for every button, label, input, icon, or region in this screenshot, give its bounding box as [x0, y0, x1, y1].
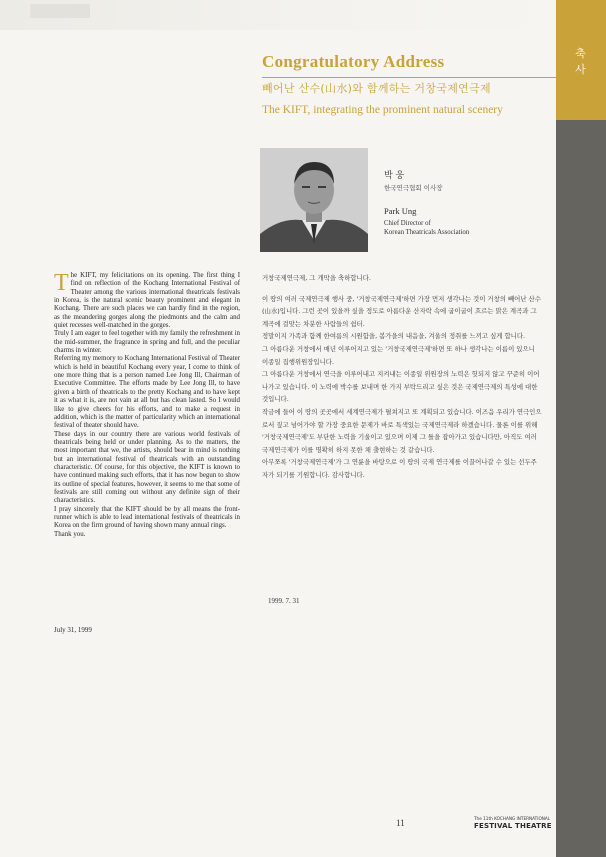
- korean-paragraph: 그 아름다운 거창에서 연극을 이루어내고 지켜내는 이종일 위원장의 노력은 헛되지 않고 꾸준히 이어나가고 있습니다. 이 노력에 박수를 보내며 한 가지 부탁드리고 싶은 것은 국제연극제의 특성에 대한 것입니다.: [262, 370, 540, 404]
- author-role-line1: Chief Director of: [384, 220, 431, 227]
- korean-paragraph: 거창국제연극제, 그 개막을 축하합니다.: [262, 274, 371, 282]
- portrait-image: [260, 148, 368, 252]
- english-paragraph-text: he KIFT, my felicitations on its opening. The first thing I find on reflection of the Kochang International Festival of Theater among the various international theatricals festivals in Korea, is the natural scenic beauty prominent and elegant in Kochang. There are such places we can hardly find in the region, as the meandering gorges along the piedmonts and the calm and quiet recesses well-matched in the gorges.: [54, 272, 240, 330]
- section-label: 축 사: [575, 47, 587, 76]
- drop-cap: T: [54, 270, 69, 296]
- english-paragraph: [54, 272, 240, 330]
- korean-paragraph: 이 땅의 여러 국제연극제 행사 중, '거창국제연극제'하면 가장 먼저 생각나는 것이 거창의 빼어난 산수(山水)입니다. 그런 곳이 있을까 싶을 정도로 아름다운 산자락 속에 굽이굽이 흐르는 맑은 계곡과 그 계곡에 걸맞는 차분한 사람들의 쉼터.: [262, 294, 541, 328]
- author-role-line2: Korean Theatricals Association: [384, 229, 470, 236]
- english-paragraph: These days in our country there are various world festivals of theatricals being held or under planning. As to the matters, the most important that we, the artists, should bear in mind is nothing but an international festival of theatricals with an outstanding characteristic. Of course, for this objective, the KIFT is known to have continued making such efforts, that it has now begun to show its outline of special features, however, it seems to me that some of festivals are still coming out without any definite sign of their characteristics.: [54, 430, 240, 505]
- korean-column: [262, 272, 542, 482]
- korean-paragraph: 그 아름다운 거창에서 매년 이루어지고 있는 '거창국제연극제'하면 또 하나 생각나는 이름이 있으니 이종일 집행위원장입니다.: [262, 344, 535, 366]
- korean-title: 빼어난 산수(山水)와 함께하는 거창국제연극제: [262, 82, 491, 95]
- english-date: July 31, 1999: [54, 626, 92, 634]
- page-title: Congratulatory Address: [262, 52, 445, 71]
- korean-paragraph: 아무쪼록 '거창국제연극제'가 그 연륜을 바탕으로 이 땅의 국제 연극제를 이끌어나갈 수 있는 선두주자가 되기를 기원합니다. 감사합니다.: [262, 458, 537, 479]
- title-divider: [262, 77, 556, 78]
- footer-event-line: The 11th KOCHANG INTERNATIONAL: [474, 816, 551, 821]
- page-number: 11: [396, 818, 405, 828]
- korean-paragraph: 정말이지 가족과 함께 한여름의 시원함을, 봄가을의 내음을, 겨울의 정취를 느끼고 싶게 합니다.: [262, 332, 526, 341]
- sidebar-panel: [556, 0, 606, 857]
- english-paragraph: Thank you.: [54, 530, 86, 538]
- author-name-korean: 박 웅: [384, 171, 405, 181]
- author-name-english: Park Ung: [384, 206, 417, 216]
- english-paragraph: Truly I am eager to feel together with my family the refreshment in the mid-summer, the fragrance in spring and full, and the peculiar charms in winter.: [54, 330, 240, 355]
- author-role-korean: 한국연극협회 이사장: [384, 184, 443, 192]
- korean-date: 1999. 7. 31: [268, 597, 300, 605]
- korean-paragraph: 작금에 들어 이 땅의 곳곳에서 세계연극제가 펼쳐지고 또 계획되고 있습니다. 이즈음 우리가 연극인으로서 짚고 넘어가야 할 가장 중요한 문제가 바로 특색있는 국제연극제라 하겠습니다. 물론 이를 위해 '거창국제연극제'도 부단한 노력을 기울이고 있으며 이제 그 틀을 잡아가고 있습니다만, 아직도 여러 국제연극제가 이를 명확히 하지 못한 채 출현하는 것 같습니다.: [262, 407, 542, 454]
- english-column: [54, 272, 240, 539]
- top-smudge: [30, 4, 90, 18]
- author-photo: [260, 148, 368, 252]
- english-paragraph: I pray sincerely that the KIFT should be by all means the front-runner which is able to lead international festivals of theatricals in Korea on the firm ground of having shown many annual rings.: [54, 505, 240, 530]
- author-role-english: [384, 219, 469, 237]
- english-paragraph: Referring my memory to Kochang International Festival of Theater which is held in beautiful Kochang every year, I come to think of one more thing that is a person named Lee Jong Ill, Chairman of Executive Committee. The efforts made by Lee Jong Ill, to have given a birth of theatricals to the pretty Kochang and to have kept it as what it is, are not vain at all but has clean lasted. So I would like to give cheers for his efforts, and to make a request in addition, which is the matter of particularity which an international festival of theater should have.: [54, 355, 240, 430]
- footer-event-title: FESTIVAL THEATRE: [474, 822, 552, 830]
- english-subtitle: The KIFT, integrating the prominent natural scenery: [262, 104, 503, 116]
